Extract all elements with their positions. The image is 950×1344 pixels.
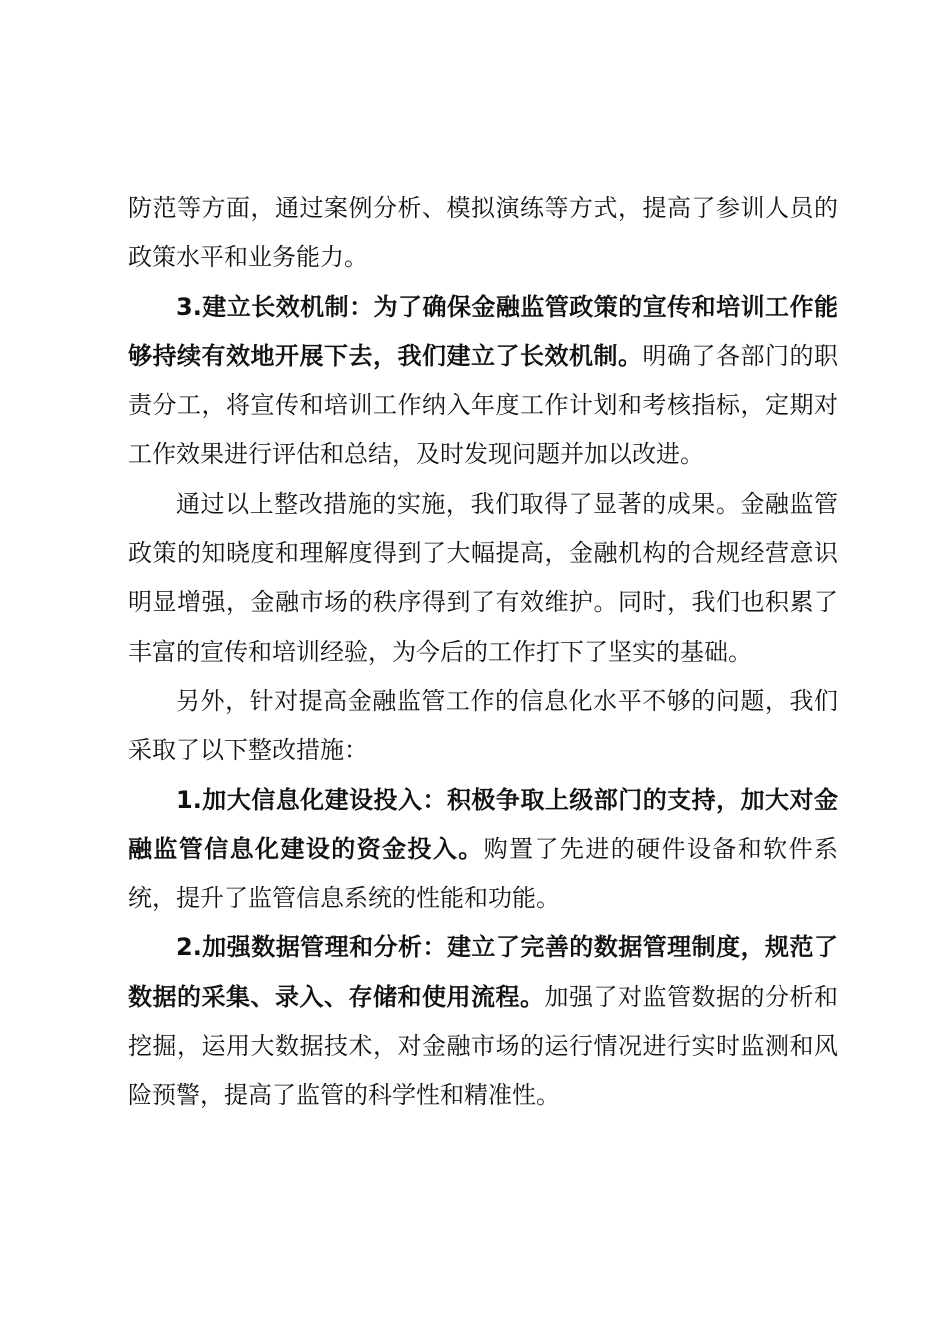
paragraph-text: 明确了各部门的职责分工，将宣传和培训工作纳入年度工作计划和考核指标，定期对工作效果进行评估和总结，及时发现问题并加以改进。 xyxy=(128,341,838,469)
paragraph-text: 通过以上整改措施的实施，我们取得了显著的成果。金融监管政策的知晓度和理解度得到了大幅提高，金融机构的合规经营意识明显增强，金融市场的秩序得到了有效维护。同时，我们也积累了丰富的宣传和培训经验，为今后的工作打下了坚实的基础。 xyxy=(128,489,838,666)
paragraph-bold-lead: 2.加强数据管理和分析：建立了完善的数据管理制度，规范了数据的采集、录入、存储和使用流程。 xyxy=(128,933,838,1011)
paragraph-continued-training xyxy=(128,184,838,283)
paragraph-text: 防范等方面，通过案例分析、模拟演练等方式，提高了参训人员的政策水平和业务能力。 xyxy=(128,194,838,272)
paragraph-informatization-intro xyxy=(128,677,838,776)
document-body xyxy=(128,184,838,1121)
paragraph-results xyxy=(128,480,838,677)
paragraph-text: 购置了先进的硬件设备和软件系统，提升了监管信息系统的性能和功能。 xyxy=(128,834,838,913)
paragraph-text: 加强了对监管数据的分析和挖掘，运用大数据技术，对金融市场的运行情况进行实时监测和风险预警，提高了监管的科学性和精准性。 xyxy=(128,982,838,1110)
paragraph-bold-lead: 3.建立长效机制：为了确保金融监管政策的宣传和培训工作能够持续有效地开展下去，我们建立了长效机制。 xyxy=(128,292,838,370)
paragraph-it-investment xyxy=(128,776,838,924)
paragraph-long-term-mechanism xyxy=(128,283,838,480)
paragraph-text: 另外，针对提高金融监管工作的信息化水平不够的问题，我们采取了以下整改措施： xyxy=(128,686,838,765)
paragraph-bold-lead: 1.加大信息化建设投入：积极争取上级部门的支持，加大对金融监管信息化建设的资金投入。 xyxy=(128,785,838,863)
paragraph-data-management xyxy=(128,923,838,1120)
